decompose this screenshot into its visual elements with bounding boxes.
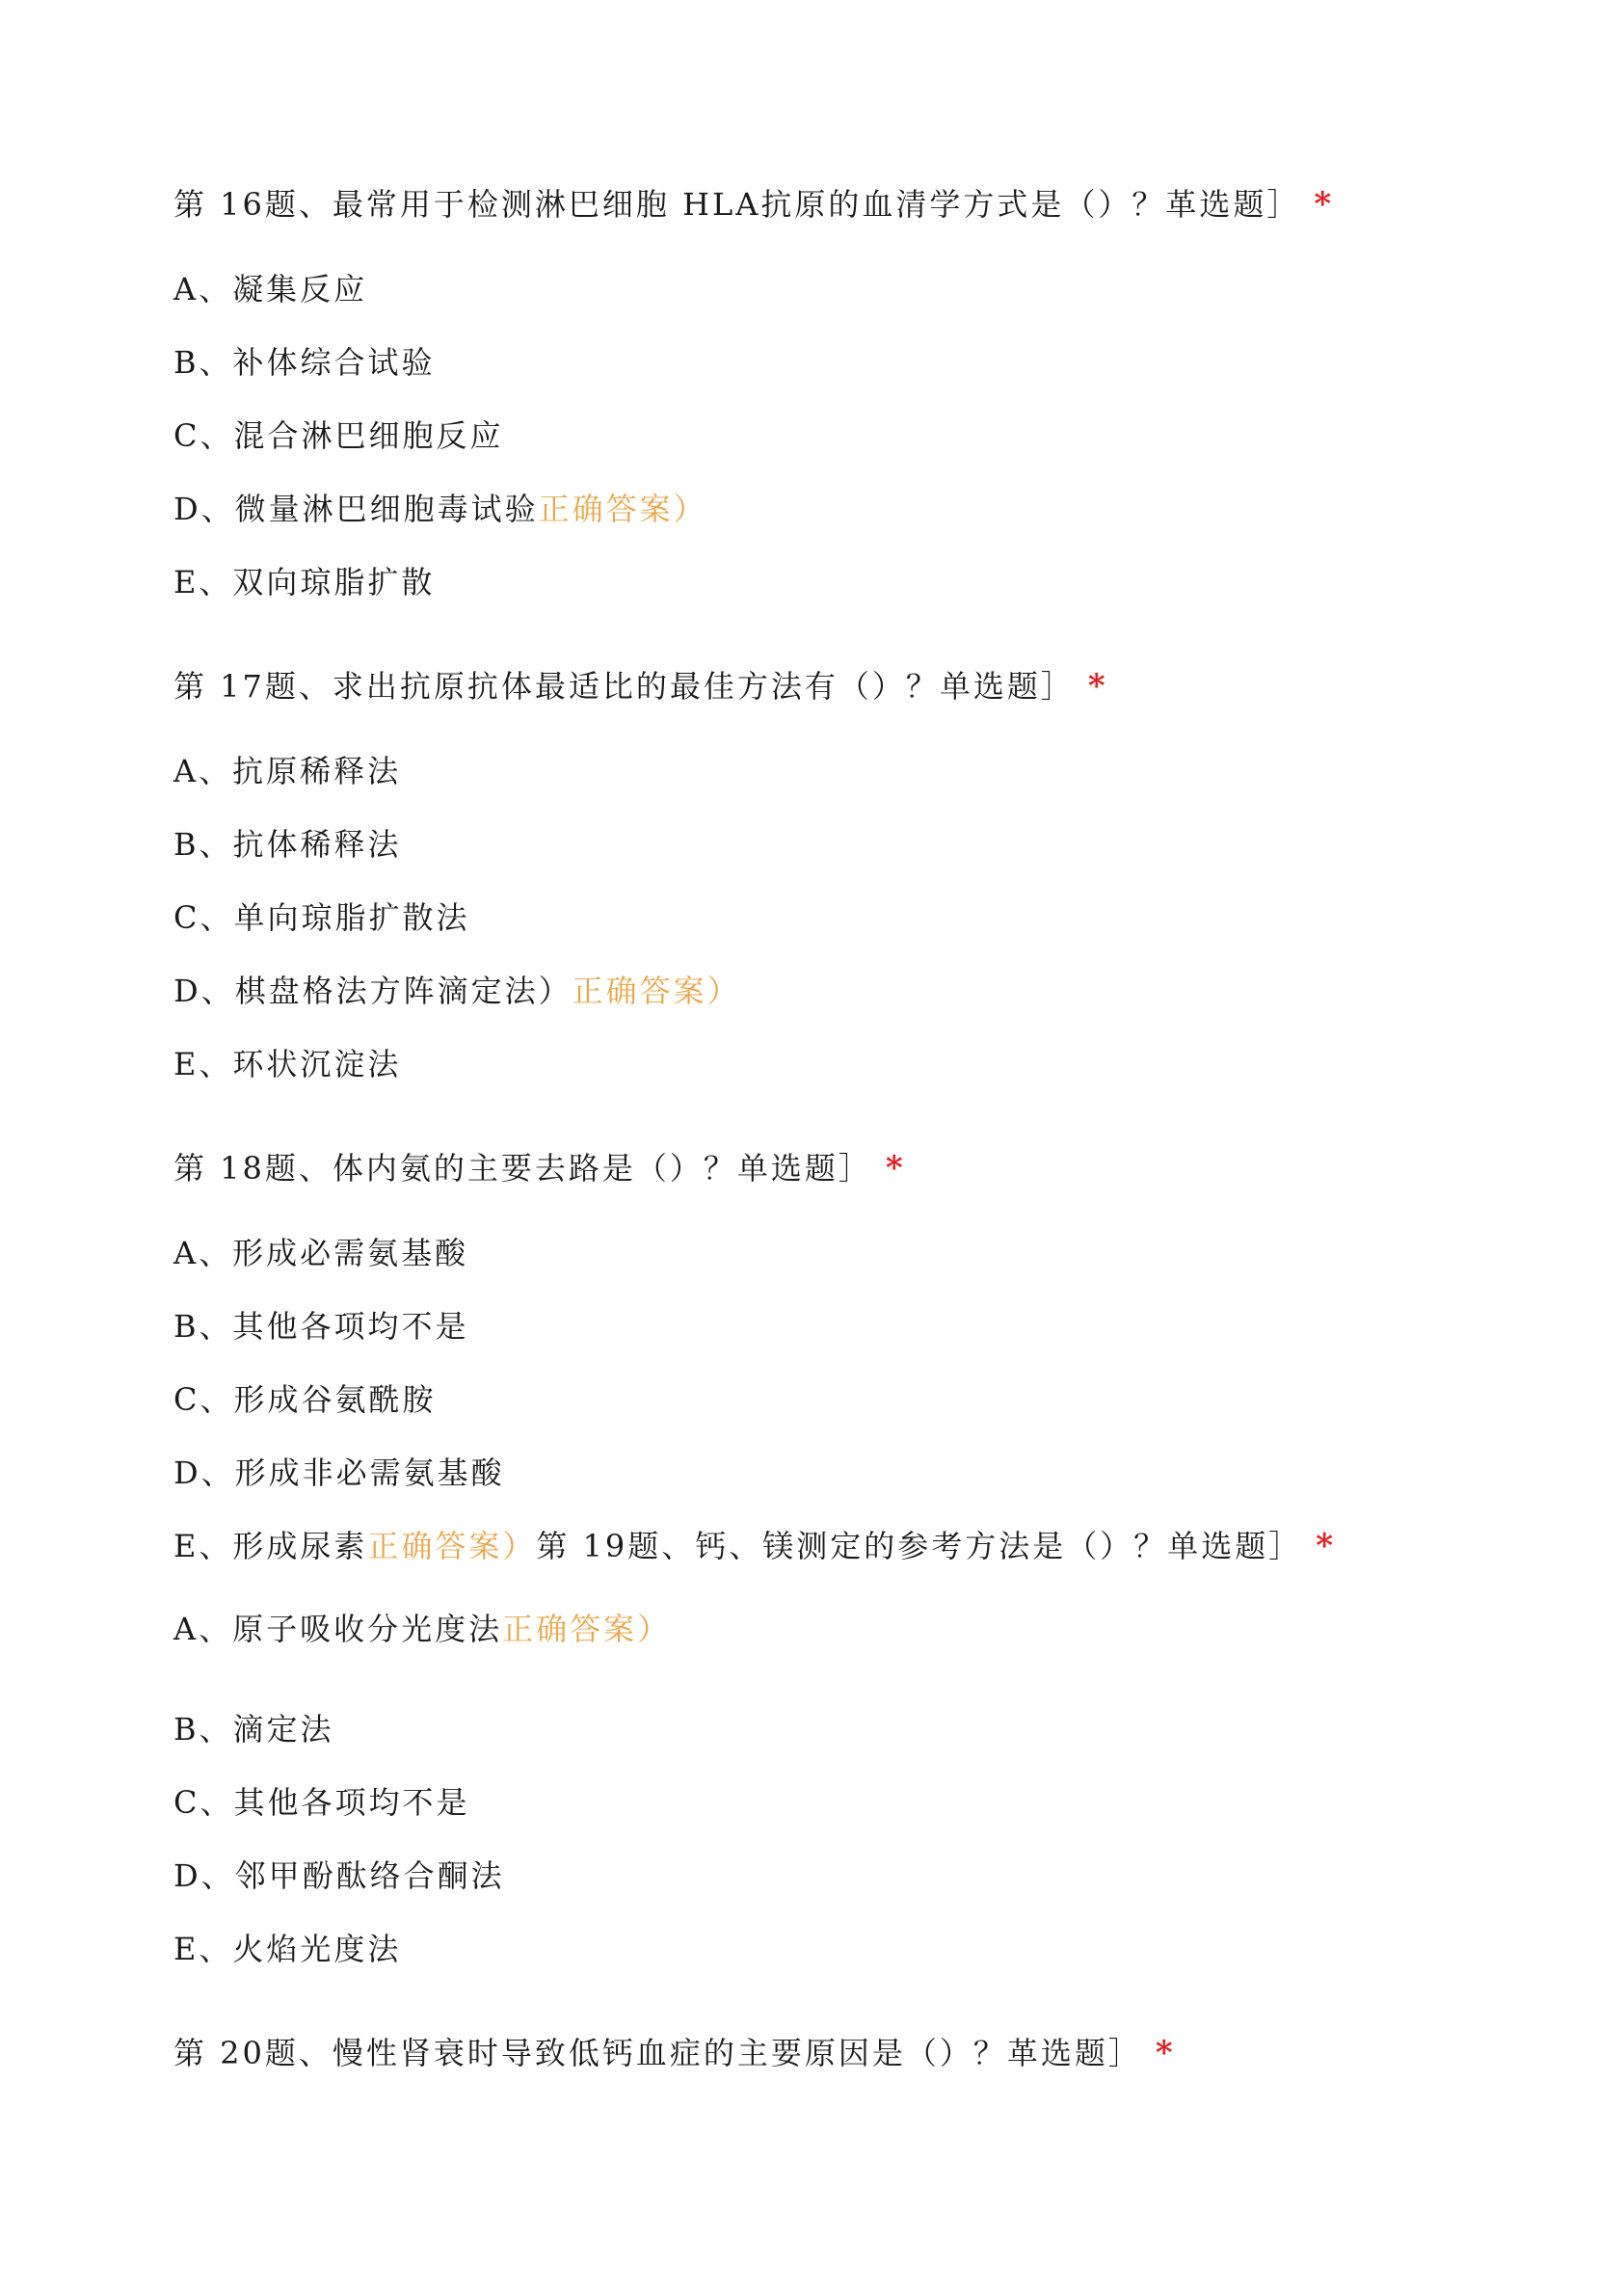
- q18-option-d[interactable]: D、形成非必需氨基酸: [173, 1454, 505, 1491]
- q16-option-a[interactable]: A、凝集反应: [173, 271, 368, 307]
- q19-option-d[interactable]: D、邻甲酚酞络合酮法: [173, 1857, 505, 1894]
- q19-option-a[interactable]: A、原子吸收分光度法正确答案）: [173, 1611, 672, 1647]
- question-19-title: 第 19题、钙、镁测定的参考方法是（）？单选题］: [536, 1528, 1303, 1564]
- correct-answer-mark: 正确答案）: [367, 1528, 537, 1564]
- required-star: *: [1087, 667, 1108, 706]
- correct-answer-mark: 正确答案）: [538, 491, 707, 527]
- required-star: *: [1314, 185, 1335, 224]
- q18-option-e-and-question-19-title[interactable]: [173, 1527, 1336, 1565]
- q18-option-a[interactable]: A、形成必需氨基酸: [173, 1235, 469, 1271]
- q19-option-c[interactable]: C、其他各项均不是: [173, 1784, 470, 1821]
- q18-option-e[interactable]: E、形成尿素: [173, 1528, 368, 1564]
- q19-option-e[interactable]: E、火焰光度法: [173, 1931, 402, 1967]
- q17-option-d[interactable]: D、棋盘格法方阵滴定法）正确答案）: [173, 973, 741, 1009]
- q17-option-e[interactable]: E、环状沉淀法: [173, 1046, 402, 1082]
- question-17-title: 第 17题、求出抗原抗体最适比的最佳方法有（）？单选题］ *: [173, 667, 1108, 706]
- q18-option-b[interactable]: B、其他各项均不是: [173, 1308, 469, 1345]
- q17-option-b[interactable]: B、抗体稀释法: [173, 826, 402, 863]
- question-20-title: 第 20题、慢性肾衰时导致低钙血症的主要原因是（）？革选题］ *: [173, 2034, 1176, 2072]
- q19-option-b[interactable]: B、滴定法: [173, 1711, 334, 1748]
- q16-option-e[interactable]: E、双向琼脂扩散: [173, 564, 436, 600]
- q16-option-c[interactable]: C、混合淋巴细胞反应: [173, 417, 504, 454]
- q16-option-b[interactable]: B、补体综合试验: [173, 344, 436, 381]
- required-star: *: [1155, 2034, 1176, 2072]
- question-16-title: 第 16题、最常用于检测淋巴细胞 HLA抗原的血清学方式是（）？革选题］ *: [173, 185, 1335, 224]
- required-star: *: [885, 1149, 906, 1188]
- q18-option-c[interactable]: C、形成谷氨酰胺: [173, 1381, 437, 1418]
- q17-option-a[interactable]: A、抗原稀释法: [173, 753, 402, 789]
- question-18-title: 第 18题、体内氨的主要去路是（）？单选题］ *: [173, 1149, 906, 1188]
- required-star: *: [1316, 1527, 1337, 1565]
- correct-answer-mark: 正确答案）: [572, 973, 741, 1009]
- q17-option-c[interactable]: C、单向琼脂扩散法: [173, 899, 470, 936]
- correct-answer-mark: 正确答案）: [502, 1611, 672, 1647]
- q16-option-d[interactable]: D、微量淋巴细胞毒试验正确答案）: [173, 491, 707, 527]
